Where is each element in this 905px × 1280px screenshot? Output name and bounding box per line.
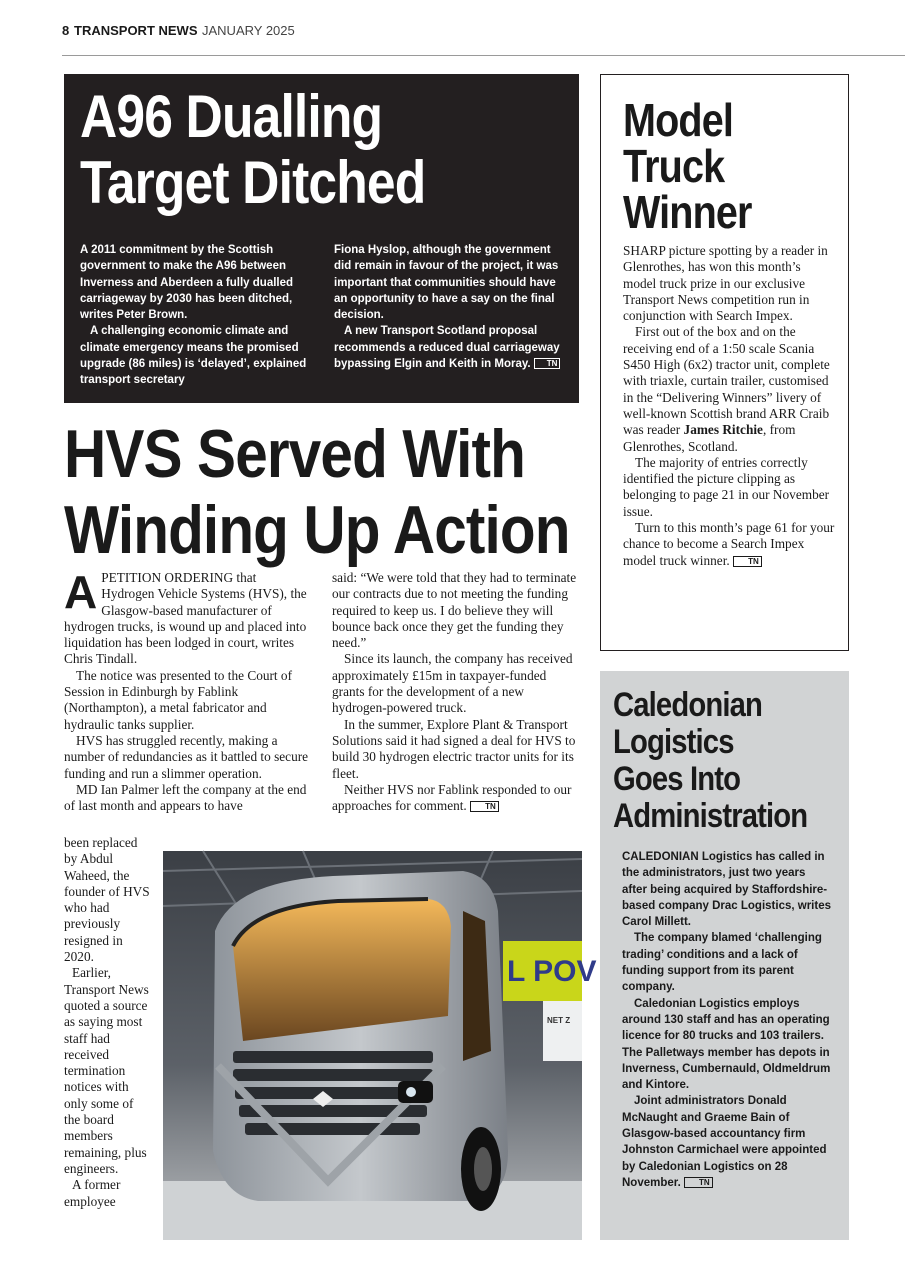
tn-logo-icon: TN <box>470 801 499 812</box>
caledonian-story-box <box>600 671 849 1240</box>
truck-illustration <box>163 851 597 1240</box>
hvs-column-1 <box>64 566 312 814</box>
a96-paragraph: Fiona Hyslop, although the government did remain in favour of the project, it was important that communities should have an opportunity to have a say on the final decision. <box>334 244 559 322</box>
model-headline-line2: Truck <box>623 140 725 192</box>
hvs-paragraph: In the summer, Explore Plant & Transport Solutions said it had signed a deal for HVS to build 30 hydrogen electric tractor units for its fleet. <box>332 716 576 781</box>
drop-cap: A <box>64 566 98 618</box>
hvs-paragraph: Earlier, Transport News quoted a source as saying most staff had received termination notices with only some of the board members remaining, plus engineers. <box>64 965 149 1176</box>
caledonian-headline <box>613 687 807 835</box>
tn-logo-icon: TN <box>684 1177 713 1188</box>
a96-paragraph: A 2011 commitment by the Scottish government to make the A96 between Inverness and Aberdeen a fully dualled carriageway by 2030 has been ditched, writes Peter Brown. <box>80 244 294 322</box>
hvs-column-2 <box>332 570 580 814</box>
model-paragraph: The majority of entries correctly identified the picture clipping as belonging to page 21 in our November issue. <box>623 454 830 519</box>
page-number: 8 <box>62 23 70 38</box>
model-truck-winner-box <box>600 74 849 651</box>
hvs-headline-line2: Winding Up Action <box>64 492 570 568</box>
model-paragraph: First out of the box and on the receiving end of a 1:50 scale Scania S450 High (6x2) tractor unit, complete with triaxle, curtain trailer, customised in the “Delivering Winners” livery of well-known Scottish brand ARR Craib was reader James Ritchie, from Glenrothes, Scotland. <box>623 324 830 454</box>
hvs-paragraph: said: “We were told that they had to terminate our contracts due to not meeting the funding required to keep us. I do believe they will bounce back once they get the funding they need.” <box>332 570 577 651</box>
cal-headline-line1: Caledonian <box>613 686 762 724</box>
model-truck-body <box>623 243 835 569</box>
a96-headline <box>80 84 425 216</box>
a96-column-2 <box>334 242 570 372</box>
hvs-headline <box>64 416 570 568</box>
a96-column-1 <box>80 242 316 389</box>
cal-headline-line2: Logistics <box>613 723 734 761</box>
winner-name: James Ritchie <box>683 422 763 438</box>
publication-name: TRANSPORT NEWS <box>74 23 198 38</box>
hvs-paragraph: A former employee <box>64 1177 121 1209</box>
svg-text:NET Z: NET Z <box>547 1016 571 1025</box>
cal-headline-line3: Goes Into <box>613 760 741 798</box>
page-header <box>62 20 905 56</box>
a96-paragraph: A challenging economic climate and climate emergency means the promised upgrade (86 miles) is ‘delayed’, explained transport secretary <box>80 325 307 387</box>
hvs-narrow-column <box>64 835 152 1210</box>
a96-headline-line2: Target Ditched <box>80 149 426 216</box>
cal-paragraph: The company blamed ‘challenging trading’ conditions and a lack of funding support from its parent company. <box>622 932 822 994</box>
svg-text:L POV: L POV <box>507 955 597 988</box>
cal-paragraph: CALEDONIAN Logistics has called in the administrators, just two years after being acquired by Staffordshire-based company Drac Logistics, writes Carol Millett. <box>622 851 831 929</box>
hvs-paragraph: MD Ian Palmer left the company at the end of last month and appears to have <box>64 781 307 814</box>
model-paragraph: SHARP picture spotting by a reader in Glenrothes, has won this month’s model truck prize in our exclusive Transport News competition run in conjunction with Search Impex. <box>623 243 828 324</box>
model-headline-line1: Model <box>623 94 733 146</box>
a96-story-box <box>64 74 579 403</box>
a96-paragraph: A new Transport Scotland proposal recommends a reduced dual carriageway bypassing Elgin and Keith in Moray. TN <box>334 325 560 371</box>
cal-paragraph: Caledonian Logistics employs around 130 staff and has an operating licence for 80 trucks and 103 trailers. The Palletways member has depots in Inverness, Cumbernauld, Oldmeldrum and Kintore. <box>622 997 831 1092</box>
model-truck-headline <box>623 94 752 238</box>
issue-date: JANUARY 2025 <box>202 23 295 38</box>
cal-paragraph: Joint administrators Donald McNaught and Graeme Bain of Glasgow-based accountancy firm Johnston Carmichael were appointed by Caledonian Logistics on 28 November. TN <box>622 1095 827 1189</box>
hvs-headline-line1: HVS Served With <box>64 416 526 492</box>
tn-logo-icon: TN <box>733 556 762 567</box>
hvs-paragraph: Since its launch, the company has received approximately £15m in taxpayer-funded grants for the development of a new hydrogen-powered truck. <box>332 651 573 716</box>
model-headline-line3: Winner <box>623 186 752 238</box>
hvs-paragraph: HVS has struggled recently, making a number of redundancies as it battled to secure funding and run a slimmer operation. <box>64 732 309 781</box>
hydrogen-truck-photo <box>163 851 597 1240</box>
cal-headline-line4: Administration <box>613 797 808 835</box>
hvs-paragraph: The notice was presented to the Court of Session in Edinburgh by Fablink (Northampton), a metal fabricator and hydraulic tanks supplier. <box>64 667 293 732</box>
caledonian-body <box>622 849 832 1191</box>
tn-logo-icon: TN <box>534 358 561 369</box>
model-paragraph: Turn to this month’s page 61 for your chance to become a Search Impex model truck winner. TN <box>623 520 835 568</box>
hvs-paragraph: Neither HVS nor Fablink responded to our approaches for comment. TN <box>332 781 572 814</box>
hvs-lead-paragraph: APETITION ORDERING that Hydrogen Vehicle Systems (HVS), the Glasgow-based manufacturer of hydrogen trucks, is wound up and placed into liquidation has been lodged in court, writes Chris Tindall. <box>64 566 307 667</box>
a96-headline-line1: A96 Dualling <box>80 83 383 150</box>
hvs-paragraph: been replaced by Abdul Waheed, the founder of HVS who had previously resigned in 2020. <box>64 835 150 965</box>
